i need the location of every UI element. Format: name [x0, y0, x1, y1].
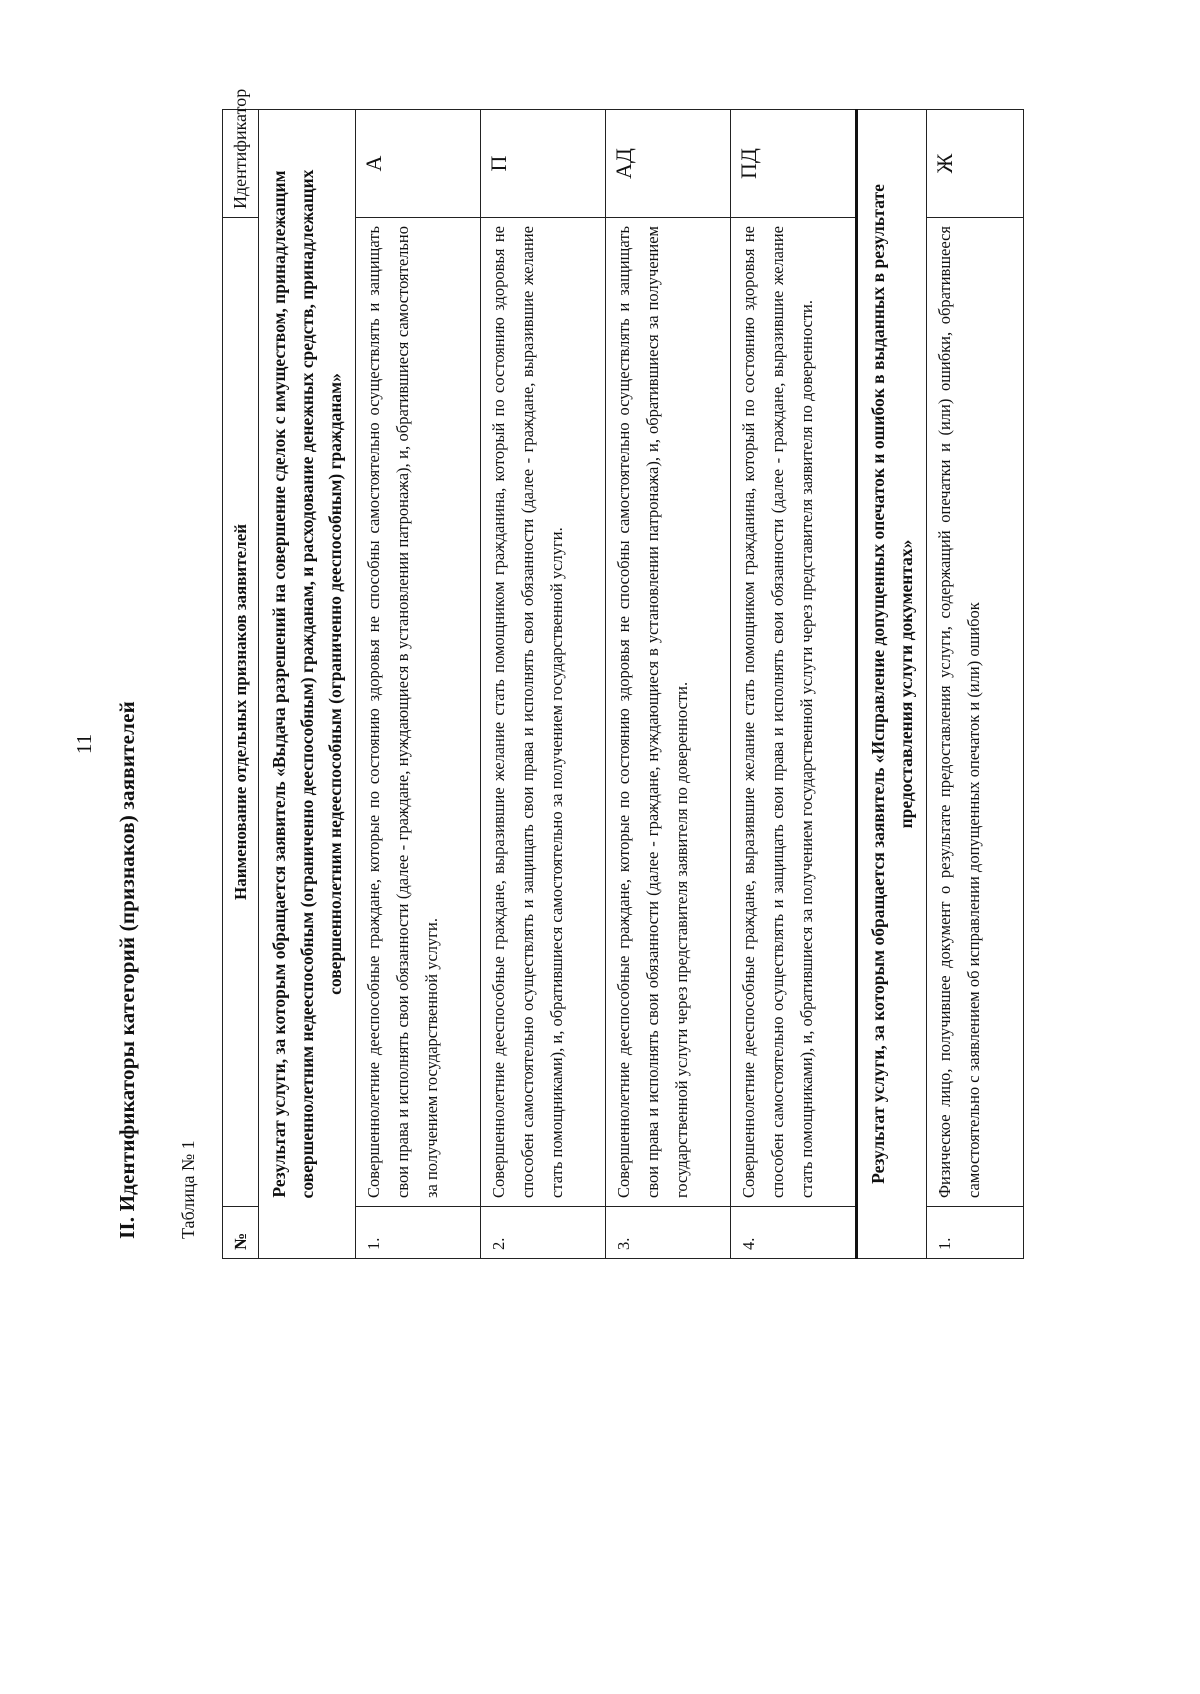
group-title-row	[857, 110, 927, 1259]
table-row	[731, 110, 857, 1259]
row-number: 2.	[481, 1207, 606, 1259]
row-description: Совершеннолетние дееспособные граждане, которые по состоянию здоровья не способны самостоятельно осуществлять и защищать свои права и исполнять свои обязанности (далее - граждане, нуждающиеся в установлении патронажа), и, обратившиеся за получением государственной услуги через представителя заявителя по доверенности.	[606, 218, 731, 1207]
row-description: Физическое лицо, получившее документ о результате предоставления услуги, содержащий опечатки и (или) ошибки, обратившееся самостоятельно с заявлением об исправлении допущенных опечаток и (или) ошибок	[927, 218, 1024, 1207]
table-caption: Таблица № 1	[178, 1140, 198, 1239]
row-identifier: ПД	[731, 110, 857, 218]
header-number: №	[223, 1207, 259, 1259]
row-identifier: А	[356, 110, 481, 218]
table-row	[481, 110, 606, 1259]
table-header-row	[223, 110, 259, 1259]
row-identifier: АД	[606, 110, 731, 218]
row-description: Совершеннолетние дееспособные граждане, выразившие желание стать помощником гражданина, который по состоянию здоровья не способен самостоятельно осуществлять и защищать свои права и исполнять свои обязанности (далее - граждане, выразившие желание стать помощниками), и, обратившиеся за получением государственной услуги через представителя заявителя по доверенности.	[731, 218, 857, 1207]
row-number: 1.	[356, 1207, 481, 1259]
row-number: 4.	[731, 1207, 857, 1259]
group-title-row	[259, 110, 356, 1259]
table-row	[606, 110, 731, 1259]
page-number: 11	[72, 733, 96, 755]
table-row	[356, 110, 481, 1259]
table-row	[927, 110, 1024, 1259]
applicant-identifiers-table	[222, 88, 1024, 1259]
group-title: Результат услуги, за которым обращается заявитель «Исправление допущенных опечаток и ошибок в выданных в результате предоставления услуги документах»	[857, 110, 927, 1259]
group-title: Результат услуги, за которым обращается заявитель «Выдача разрешений на совершение сделок с имуществом, принадлежащим совершеннолетним недееспособным (ограниченно дееспособным) гражданам, и расходование денежных средств, принадлежащих совершеннолетним недееспособным (ограниченно дееспособным) гражданам»	[259, 110, 356, 1259]
row-description: Совершеннолетние дееспособные граждане, выразившие желание стать помощником гражданина, который по состоянию здоровья не способен самостоятельно осуществлять и защищать свои права и исполнять свои обязанности (далее - граждане, выразившие желание стать помощниками), и, обратившиеся самостоятельно за получением государственной услуги.	[481, 218, 606, 1207]
header-name: Наименование отдельных признаков заявителей	[223, 218, 259, 1207]
row-number: 3.	[606, 1207, 731, 1259]
header-identifier: Идентификатор	[223, 110, 259, 218]
row-number: 1.	[927, 1207, 1024, 1259]
row-description: Совершеннолетние дееспособные граждане, которые по состоянию здоровья не способны самостоятельно осуществлять и защищать свои права и исполнять свои обязанности (далее - граждане, нуждающиеся в установлении патронажа), и, обратившиеся самостоятельно за получением государственной услуги.	[356, 218, 481, 1207]
row-identifier: П	[481, 110, 606, 218]
section-title: II. Идентификаторы категорий (признаков) заявителей	[115, 701, 139, 1239]
row-identifier: Ж	[927, 110, 1024, 218]
